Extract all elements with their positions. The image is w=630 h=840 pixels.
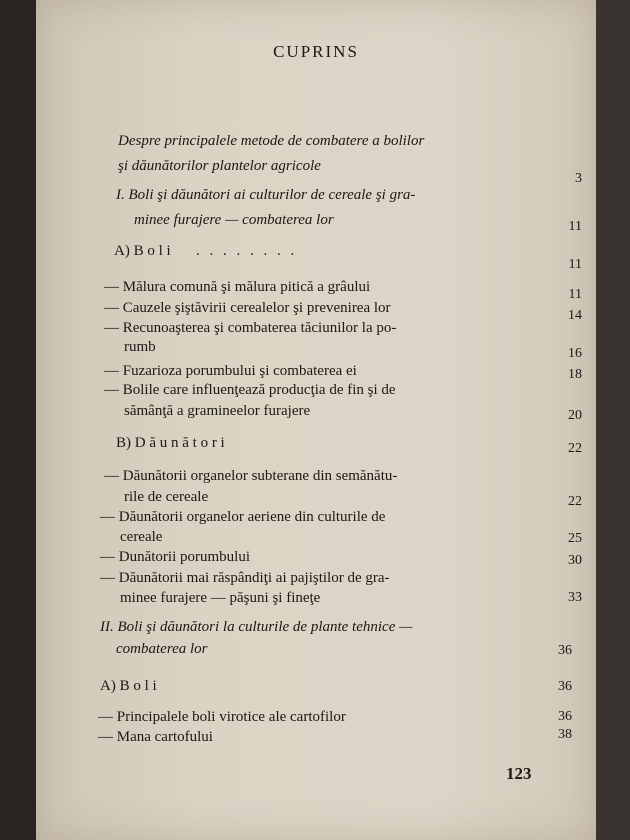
list-item-page: 30 bbox=[568, 553, 582, 568]
section-a-boli-2: A) B o l i bbox=[100, 678, 157, 694]
chapter1-line-2: minee furajere — combaterea lor bbox=[134, 212, 334, 228]
list-item: — Bolile care influenţează producţia de fin şi de bbox=[104, 382, 396, 398]
list-item: — Dunătorii porumbului bbox=[100, 549, 250, 565]
list-item: — Recunoaşterea şi combaterea tăciunilor la po- bbox=[104, 320, 397, 336]
list-item: — Principalele boli virotice ale cartofilor bbox=[98, 709, 346, 725]
list-item-page: 20 bbox=[568, 408, 582, 423]
list-item: — Dăunătorii mai răspândiţi ai pajiştilor de gra- bbox=[100, 570, 390, 586]
list-item-cont: rumb bbox=[124, 339, 156, 355]
list-item-page: 25 bbox=[568, 531, 582, 546]
list-item-page: 11 bbox=[568, 287, 582, 302]
page-title: CUPRINS bbox=[273, 42, 359, 61]
list-item: — Dăunătorii organelor aeriene din culturile de bbox=[100, 509, 386, 525]
list-item-page: 33 bbox=[568, 590, 582, 605]
chapter2-line-1: II. Boli şi dăunători la culturile de plante tehnice — bbox=[100, 619, 413, 635]
chapter1-line-1: I. Boli şi dăunători ai culturilor de cereale şi gra- bbox=[116, 187, 416, 203]
list-item: — Mana cartofului bbox=[98, 729, 213, 745]
book-edge bbox=[596, 0, 630, 840]
section-a-boli-2-page: 36 bbox=[558, 679, 572, 694]
list-item-cont: cereale bbox=[120, 529, 163, 545]
list-item-page: 18 bbox=[568, 367, 582, 382]
book-page bbox=[36, 0, 596, 840]
list-item-cont: sămânţă a gramineelor furajere bbox=[124, 403, 311, 419]
intro-line-2: şi dăunătorilor plantelor agricole bbox=[118, 158, 321, 174]
list-item-cont: minee furajere — păşuni şi fineţe bbox=[120, 590, 321, 606]
list-item: — Mălura comună şi mălura pitică a grâului bbox=[104, 279, 371, 295]
chapter1-page: 11 bbox=[568, 219, 582, 234]
list-item-page: 36 bbox=[558, 709, 572, 724]
section-b-daunatori-1-page: 22 bbox=[568, 441, 582, 456]
list-item-cont: rile de cereale bbox=[124, 489, 209, 505]
list-item: — Cauzele şiştăvirii cerealelor şi prevenirea lor bbox=[104, 300, 391, 316]
intro-page: 3 bbox=[575, 171, 582, 186]
list-item-page: 22 bbox=[568, 494, 582, 509]
dot-leader: . . . . . . . . bbox=[196, 243, 298, 259]
section-a-boli-1: A) B o l i bbox=[114, 243, 171, 259]
list-item-page: 16 bbox=[568, 346, 582, 361]
chapter2-line-2: combaterea lor bbox=[116, 641, 208, 657]
section-b-daunatori-1: B) D ă u n ă t o r i bbox=[116, 435, 225, 451]
chapter2-page: 36 bbox=[558, 643, 572, 658]
list-item: — Fuzarioza porumbului şi combaterea ei bbox=[104, 363, 357, 379]
list-item-page: 14 bbox=[568, 308, 582, 323]
page-number: 123 bbox=[506, 764, 532, 783]
list-item-page: 38 bbox=[558, 727, 572, 742]
list-item: — Dăunătorii organelor subterane din semănătu- bbox=[104, 468, 398, 484]
intro-line-1: Despre principalele metode de combatere a bolilor bbox=[118, 133, 425, 149]
section-a-boli-1-page: 11 bbox=[568, 257, 582, 272]
